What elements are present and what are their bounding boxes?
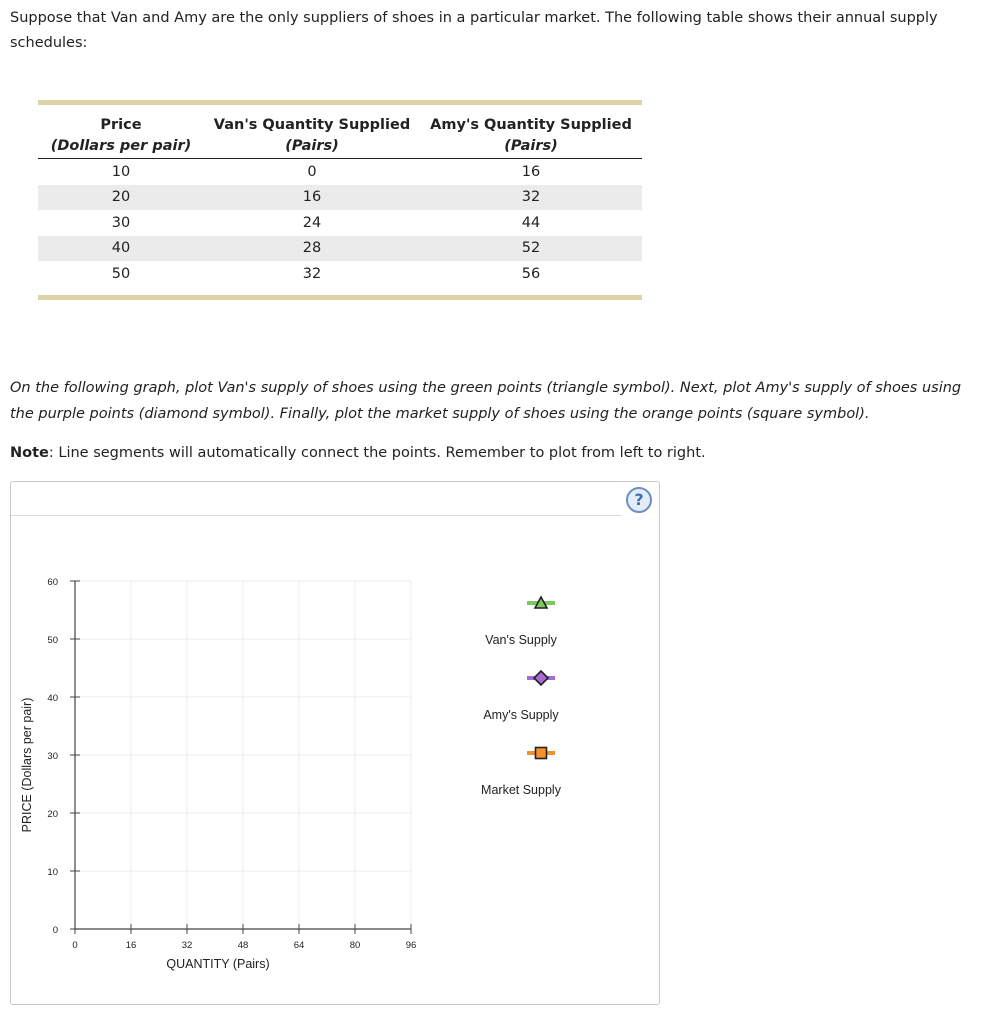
help-button[interactable]: ? — [626, 487, 652, 513]
y-tick-label: 20 — [47, 809, 58, 820]
table-row — [38, 185, 642, 211]
van-quantity-cell: 16 — [204, 185, 420, 211]
amy-quantity-cell: 52 — [420, 236, 642, 262]
van-header — [204, 103, 420, 159]
van-quantity-cell: 0 — [307, 163, 317, 180]
table-row — [38, 159, 642, 185]
price-cell: 30 — [111, 214, 131, 231]
amy-header-title: Amy's Quantity Supplied — [430, 117, 632, 133]
amy-quantity-cell: 44 — [521, 214, 541, 231]
legend-vans-label: Van's Supply — [485, 633, 557, 647]
table-header-row — [38, 103, 642, 159]
y-tick-label: 10 — [47, 867, 58, 878]
amy-quantity-cell: 56 — [420, 261, 642, 298]
van-header-unit: (Pairs) — [285, 138, 339, 154]
graph-panel — [10, 481, 660, 1005]
x-tick-label: 16 — [125, 940, 137, 951]
note-text — [10, 441, 970, 465]
x-axis-label: QUANTITY (Pairs) — [166, 957, 270, 971]
y-tick-label: 30 — [47, 751, 58, 762]
van-header-title: Van's Quantity Supplied — [213, 117, 411, 133]
y-tick-label: 60 — [47, 577, 58, 588]
y-axis-label: PRICE (Dollars per pair) — [20, 697, 34, 833]
price-header — [38, 103, 204, 159]
graph-instructions: On the following graph, plot Van's supply of shoes using the green points (triangle symbol). Next, plot Amy's supply of shoes using the purple points (diamond symbol). Finally, plot the market supply of shoes using the orange points (square symbol). — [10, 380, 962, 422]
amy-quantity-cell: 32 — [420, 185, 642, 211]
supply-graph — [11, 482, 659, 1004]
price-header-title: Price — [100, 117, 142, 133]
x-tick-label: 80 — [349, 940, 361, 951]
price-header-unit: (Dollars per pair) — [50, 138, 192, 154]
y-tick-label: 0 — [52, 925, 58, 936]
legend-market-label: Market Supply — [481, 783, 561, 797]
legend-market-supply[interactable] — [481, 748, 562, 798]
price-cell: 40 — [38, 236, 204, 262]
table-row — [38, 210, 642, 236]
x-tick-label: 48 — [237, 940, 249, 951]
note-body: : Line segments will automatically connect the points. Remember to plot from left to right. — [48, 445, 706, 461]
van-quantity-cell: 28 — [204, 236, 420, 262]
note-label: Note — [10, 445, 49, 461]
legend-vans-supply[interactable] — [485, 597, 557, 647]
square-icon[interactable] — [536, 748, 547, 759]
price-cell: 50 — [38, 261, 204, 298]
price-cell: 20 — [38, 185, 204, 211]
x-tick-label: 0 — [72, 940, 78, 951]
legend-amys-supply[interactable] — [483, 671, 559, 722]
intro-text: Suppose that Van and Amy are the only suppliers of shoes in a particular market. The following table shows their annual supply schedules: — [10, 10, 938, 51]
amy-quantity-cell: 16 — [521, 163, 541, 180]
x-tick-label: 96 — [405, 940, 417, 951]
table-row — [38, 261, 642, 298]
amy-header-unit: (Pairs) — [504, 138, 558, 154]
x-tick-label: 64 — [293, 940, 305, 951]
y-tick-label: 40 — [47, 693, 58, 704]
table-row — [38, 236, 642, 262]
y-tick-label: 50 — [47, 635, 58, 646]
plot-area[interactable] — [75, 581, 411, 929]
x-tick-label: 32 — [181, 940, 193, 951]
diamond-icon[interactable] — [534, 671, 548, 685]
legend-amys-label: Amy's Supply — [483, 708, 559, 722]
van-quantity-cell: 32 — [204, 261, 420, 298]
van-quantity-cell: 24 — [302, 214, 322, 231]
price-cell: 10 — [111, 163, 131, 180]
supply-schedule-table — [38, 100, 642, 300]
amy-header — [420, 103, 642, 159]
